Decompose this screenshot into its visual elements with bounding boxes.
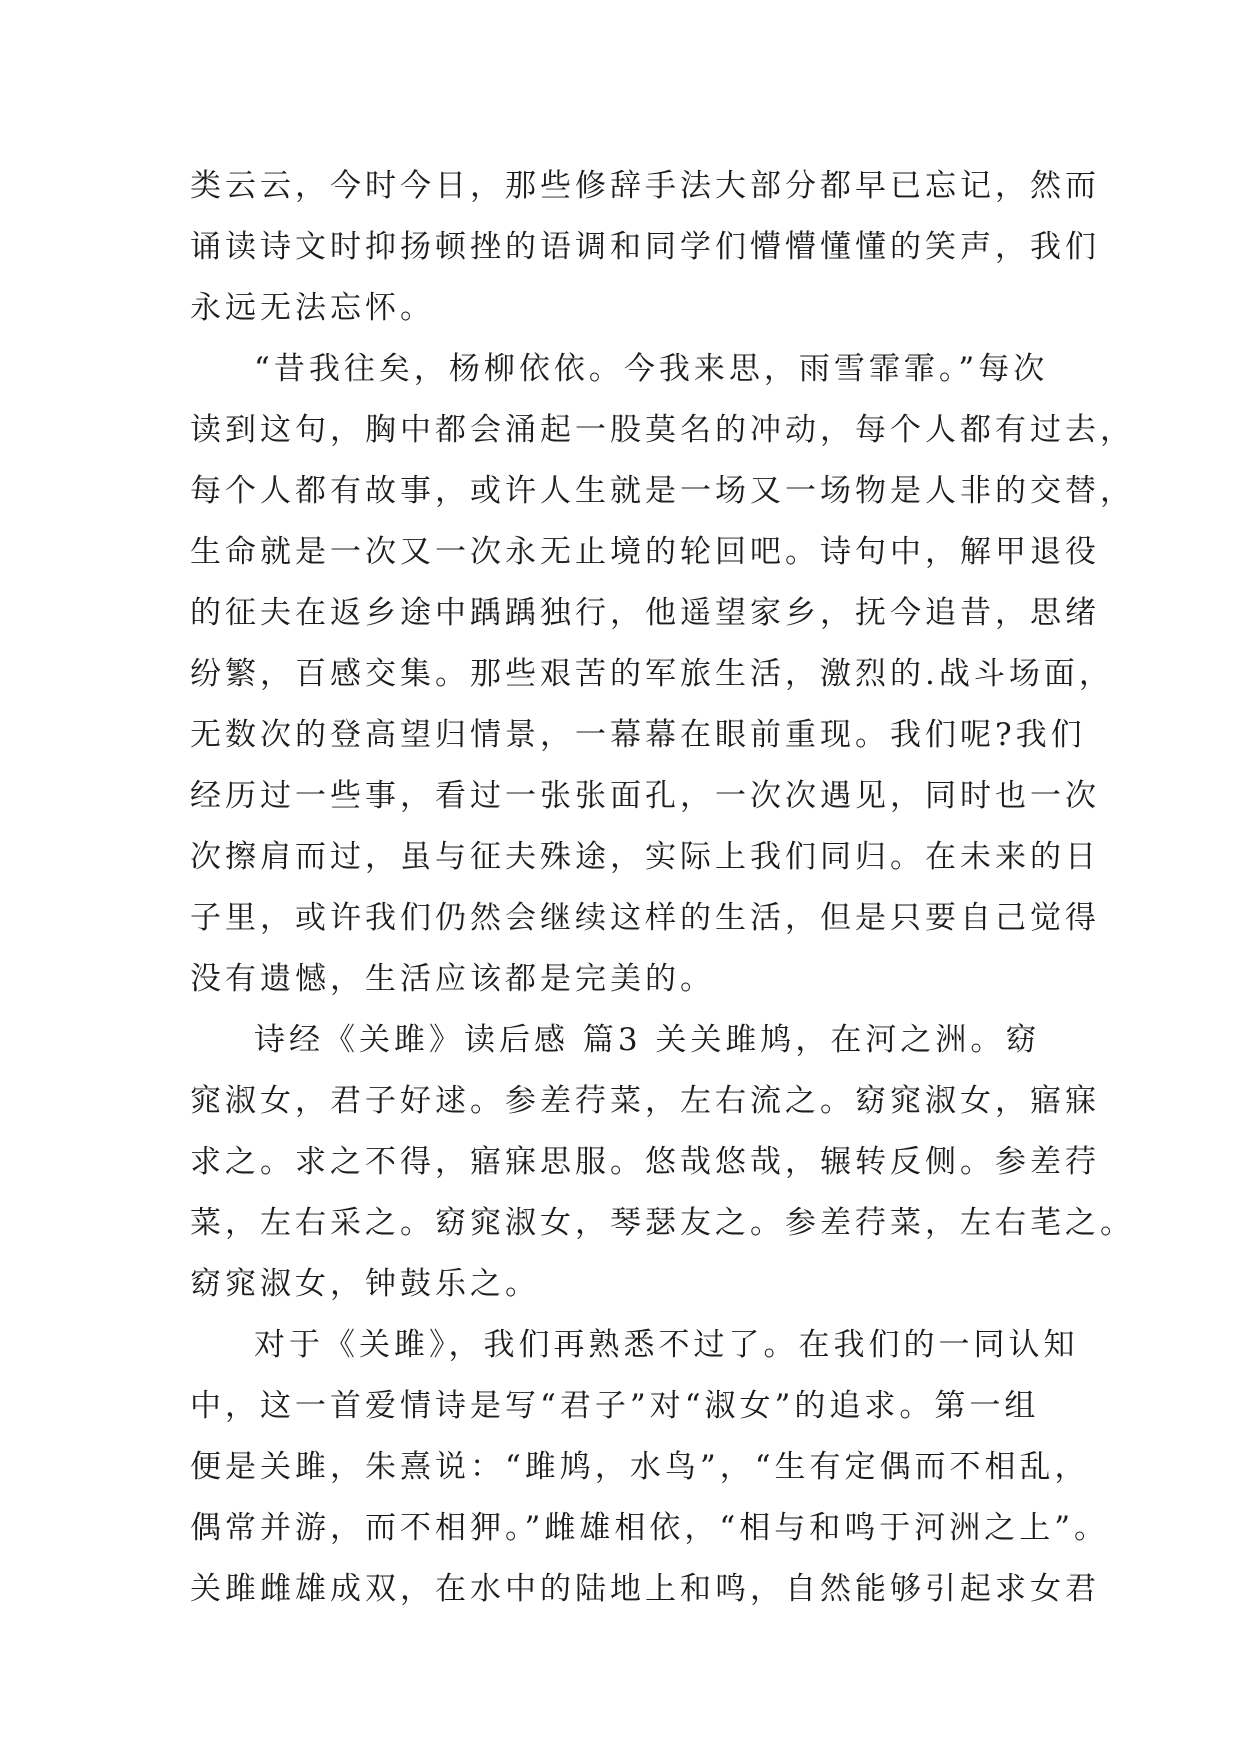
text-line: 生命就是一次又一次永无止境的轮回吧。诗句中，解甲退役 bbox=[190, 534, 1100, 570]
text-line: 没有遗憾，生活应该都是完美的。 bbox=[190, 961, 715, 997]
text-line: 对于《关雎》，我们再熟悉不过了。在我们的一同认知 bbox=[254, 1327, 1079, 1363]
text-line: 经历过一些事，看过一张张面孔，一次次遇见，同时也一次 bbox=[190, 778, 1100, 814]
text-line: 每个人都有故事，或许人生就是一场又一场物是人非的交替， bbox=[190, 473, 1135, 509]
text-line: 的征夫在返乡途中踽踽独行，他遥望家乡，抚今追昔，思绪 bbox=[190, 595, 1100, 631]
text-line: 窕淑女，君子好逑。参差荇菜，左右流之。窈窕淑女，寤寐 bbox=[190, 1083, 1100, 1119]
text-line: 永远无法忘怀。 bbox=[190, 290, 435, 326]
text-line: 纷繁，百感交集。那些艰苦的军旅生活，激烈的.战斗场面， bbox=[190, 656, 1114, 692]
text-line: 诵读诗文时抑扬顿挫的语调和同学们懵懵懂懂的笑声，我们 bbox=[190, 229, 1100, 265]
text-line: “昔我往矣，杨柳依依。今我来思，雨雪霏霏。”每次 bbox=[254, 351, 1049, 387]
document-body bbox=[190, 156, 1135, 1620]
text-line: 诗经《关雎》读后感 篇3 关关雎鸠，在河之洲。窈 bbox=[254, 1022, 1041, 1058]
text-line: 窈窕淑女，钟鼓乐之。 bbox=[190, 1266, 540, 1302]
text-line: 读到这句，胸中都会涌起一股莫名的冲动，每个人都有过去， bbox=[190, 412, 1135, 448]
text-line: 子里，或许我们仍然会继续这样的生活，但是只要自己觉得 bbox=[190, 900, 1100, 936]
text-line: 便是关雎，朱熹说：“雎鸠，水鸟”，“生有定偶而不相乱， bbox=[190, 1449, 1090, 1485]
text-line: 无数次的登高望归情景，一幕幕在眼前重现。我们呢?我们 bbox=[190, 717, 1086, 753]
text-line: 次擦肩而过，虽与征夫殊途，实际上我们同归。在未来的日 bbox=[190, 839, 1100, 875]
text-line: 菜，左右采之。窈窕淑女，琴瑟友之。参差荇菜，左右芼之。 bbox=[190, 1205, 1135, 1241]
text-line: 关雎雌雄成双，在水中的陆地上和鸣，自然能够引起求女君 bbox=[190, 1571, 1100, 1607]
text-line: 类云云，今时今日，那些修辞手法大部分都早已忘记，然而 bbox=[190, 168, 1100, 204]
text-line: 求之。求之不得，寤寐思服。悠哉悠哉，辗转反侧。参差荇 bbox=[190, 1144, 1100, 1180]
text-line: 中，这一首爱情诗是写“君子”对“淑女”的追求。第一组 bbox=[190, 1388, 1040, 1424]
text-line: 偶常并游，而不相狎。”雌雄相依，“相与和鸣于河洲之上”。 bbox=[190, 1510, 1110, 1546]
